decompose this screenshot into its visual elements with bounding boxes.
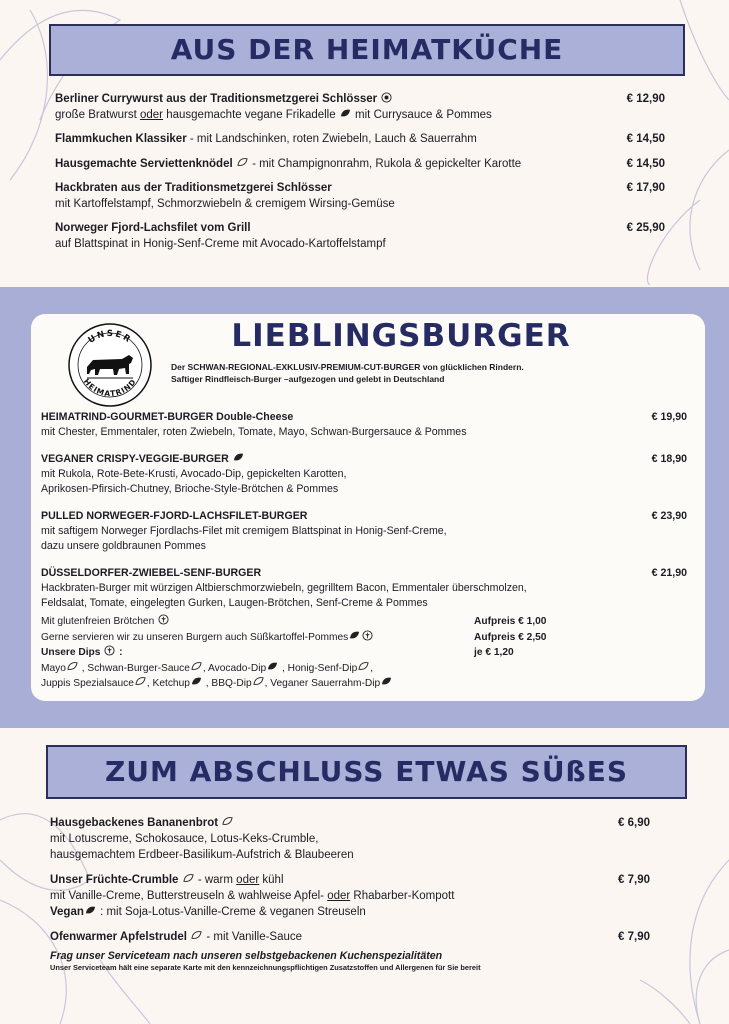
vegan-leaf-icon [349,630,360,641]
vegan-leaf-icon [191,676,202,687]
extra-gluten-free: Mit glutenfreien Brötchen Aufpreis € 1,00 [41,616,547,627]
section-title-lieblingsburger: LIEBLINGSBURGER [231,318,571,354]
burger-intro: Der SCHWAN-REGIONAL-EXKLUSIV-PREMIUM-CUT-BURGER von glücklichen Rindern. Saftiger Rindfleisch-Burger –aufgezogen und gelebt in Deutschland [171,362,524,384]
vegan-leaf-icon [340,108,351,119]
heimatkueche-menu-list [55,92,665,261]
burger-item-veggie: VEGANER CRISPY-VEGGIE-BURGER € 18,90 mit Rukola, Rote-Bete-Krusti, Avocado-Dip, gepickelten Karotten, Aprikosen-Pfirsich-Chutney, Brioche-Style-Brötchen & Pommes [41,453,687,495]
section-title-dessert: ZUM ABSCHLUSS ETWAS SÜßES [46,745,687,799]
burger-item-heimatrind: HEIMATRIND-GOURMET-BURGER Double-Cheese € 19,90 mit Chester, Emmentaler, roten Zwiebeln, Tomate, Mayo, Schwan-Burgersauce & Pommes [41,411,687,438]
vegetarian-leaf-icon [183,873,194,884]
vegan-leaf-icon [85,905,96,916]
price: € 25,90 [626,222,665,234]
extra-sweetpotato-fries: Gerne servieren wir zu unseren Burgern auch Süßkartoffel-Pommes Aufpreis € 2,50 [41,631,547,643]
vegan-leaf-icon [381,676,392,687]
price: € 7,90 [618,931,650,943]
price: € 17,90 [626,182,665,194]
dessert-item-apfelstrudel: Ofenwarmer Apfelstrudel - mit Vanille-Sauce € 7,90 [50,931,650,943]
burger-list [41,410,687,623]
dessert-item-crumble: Unser Früchte-Crumble - warm oder kühl € 7,90 mit Vanille-Creme, Butterstreuseln & wahlweise Apfel- oder Rhabarber-Kompott Vegan : mit Soja-Lotus-Vanille-Creme & veganen Streuseln [50,874,650,918]
vegetarian-leaf-icon [191,930,202,941]
cake-specials-note: Frag unser Serviceteam nach unseren selbstgebackenen Kuchenspezialitäten [50,950,443,962]
dips-list-line1: Mayo , Schwan-Burger-Sauce , Avocado-Dip , Honig-Senf-Dip , [41,662,374,674]
dessert-item-bananenbrot: Hausgebackenes Bananenbrot € 6,90 mit Lotuscreme, Schokosauce, Lotus-Keks-Crumble, hausgemachtem Erdbeer-Basilikum-Aufstrich & Blaubeeren [50,817,650,861]
price: € 7,90 [618,874,650,886]
menu-item-lachsfilet: Norweger Fjord-Lachsfilet vom Grill € 25,90 auf Blattspinat in Honig-Senf-Creme mit Avocado-Kartoffelstampf [55,222,665,250]
vegetarian-leaf-icon [253,676,264,687]
vegan-leaf-icon [233,452,244,463]
regional-seal-icon [381,92,392,103]
burger-item-duesseldorfer: DÜSSELDORFER-ZWIEBEL-SENF-BURGER € 21,90 Hackbraten-Burger mit würzigen Altbierschmorzwiebeln, gegrilltem Bacon, Emmentaler überschmolzen, Feldsalat, Tomate, eingelegten Gurken, Laugen-Brötchen, Senf-Creme & Pommes [41,567,687,609]
burger-item-lachs: PULLED NORWEGER-FJORD-LACHSFILET-BURGER € 23,90 mit saftigem Norweger Fjordlachs-Filet mit cremigem Blattspinat in Honig-Senf-Creme, dazu unsere goldbraunen Pommes [41,510,687,552]
vegetarian-leaf-icon [222,816,233,827]
dessert-menu-list [50,815,650,972]
price: € 21,90 [651,567,687,579]
dips-list-line2: Juppis Spezialsauce , Ketchup , BBQ-Dip , Veganer Sauerrahm-Dip [41,676,681,692]
price: € 18,90 [651,453,687,465]
price: € 19,90 [651,411,687,423]
burger-card [31,314,705,701]
vegetarian-leaf-icon [237,157,248,168]
extra-dips: Unsere Dips : je € 1,20 [41,647,514,658]
price: € 23,90 [651,510,687,522]
price: € 14,50 [626,133,665,145]
vegan-leaf-icon [267,661,278,672]
vegetarian-leaf-icon [135,676,146,687]
gluten-free-icon [158,614,169,625]
vegetarian-leaf-icon [358,661,369,672]
menu-item-currywurst: Berliner Currywurst aus der Traditionsmetzgerei Schlösser € 12,90 große Bratwurst oder hausgemachte vegane Frikadelle mit Currysauce & Pommes [55,93,665,121]
gluten-free-icon [362,630,373,641]
vegetarian-leaf-icon [67,661,78,672]
price: € 6,90 [618,817,650,829]
burger-extras [41,614,681,692]
price: € 14,50 [626,157,665,170]
gluten-free-icon [104,645,115,656]
menu-item-hackbraten: Hackbraten aus der Traditionsmetzgerei Schlösser € 17,90 mit Kartoffelstampf, Schmorzwiebeln & cremigem Wirsing-Gemüse [55,182,665,210]
logo-text-bottom: HEIMATRIND [81,377,139,399]
menu-item-flammkuchen: Flammkuchen Klassiker - mit Landschinken, roten Zwiebeln, Lauch & Sauerrahm € 14,50 [55,132,665,148]
logo-text-top: UNSER [86,328,134,346]
allergen-note: Unser Serviceteam hält eine separate Karte mit den kennzeichnungspflichtigen Zusatzstoffen und Allergenen für Sie bereit [50,963,481,972]
section-title-heimatkueche: AUS DER HEIMATKÜCHE [49,24,685,76]
menu-item-serviettenknoedel: Hausgemachte Serviettenknödel - mit Champignonrahm, Rukola & gepickelter Karotte € 14,50 [55,157,665,173]
vegetarian-leaf-icon [191,661,202,672]
price: € 12,90 [626,93,665,105]
